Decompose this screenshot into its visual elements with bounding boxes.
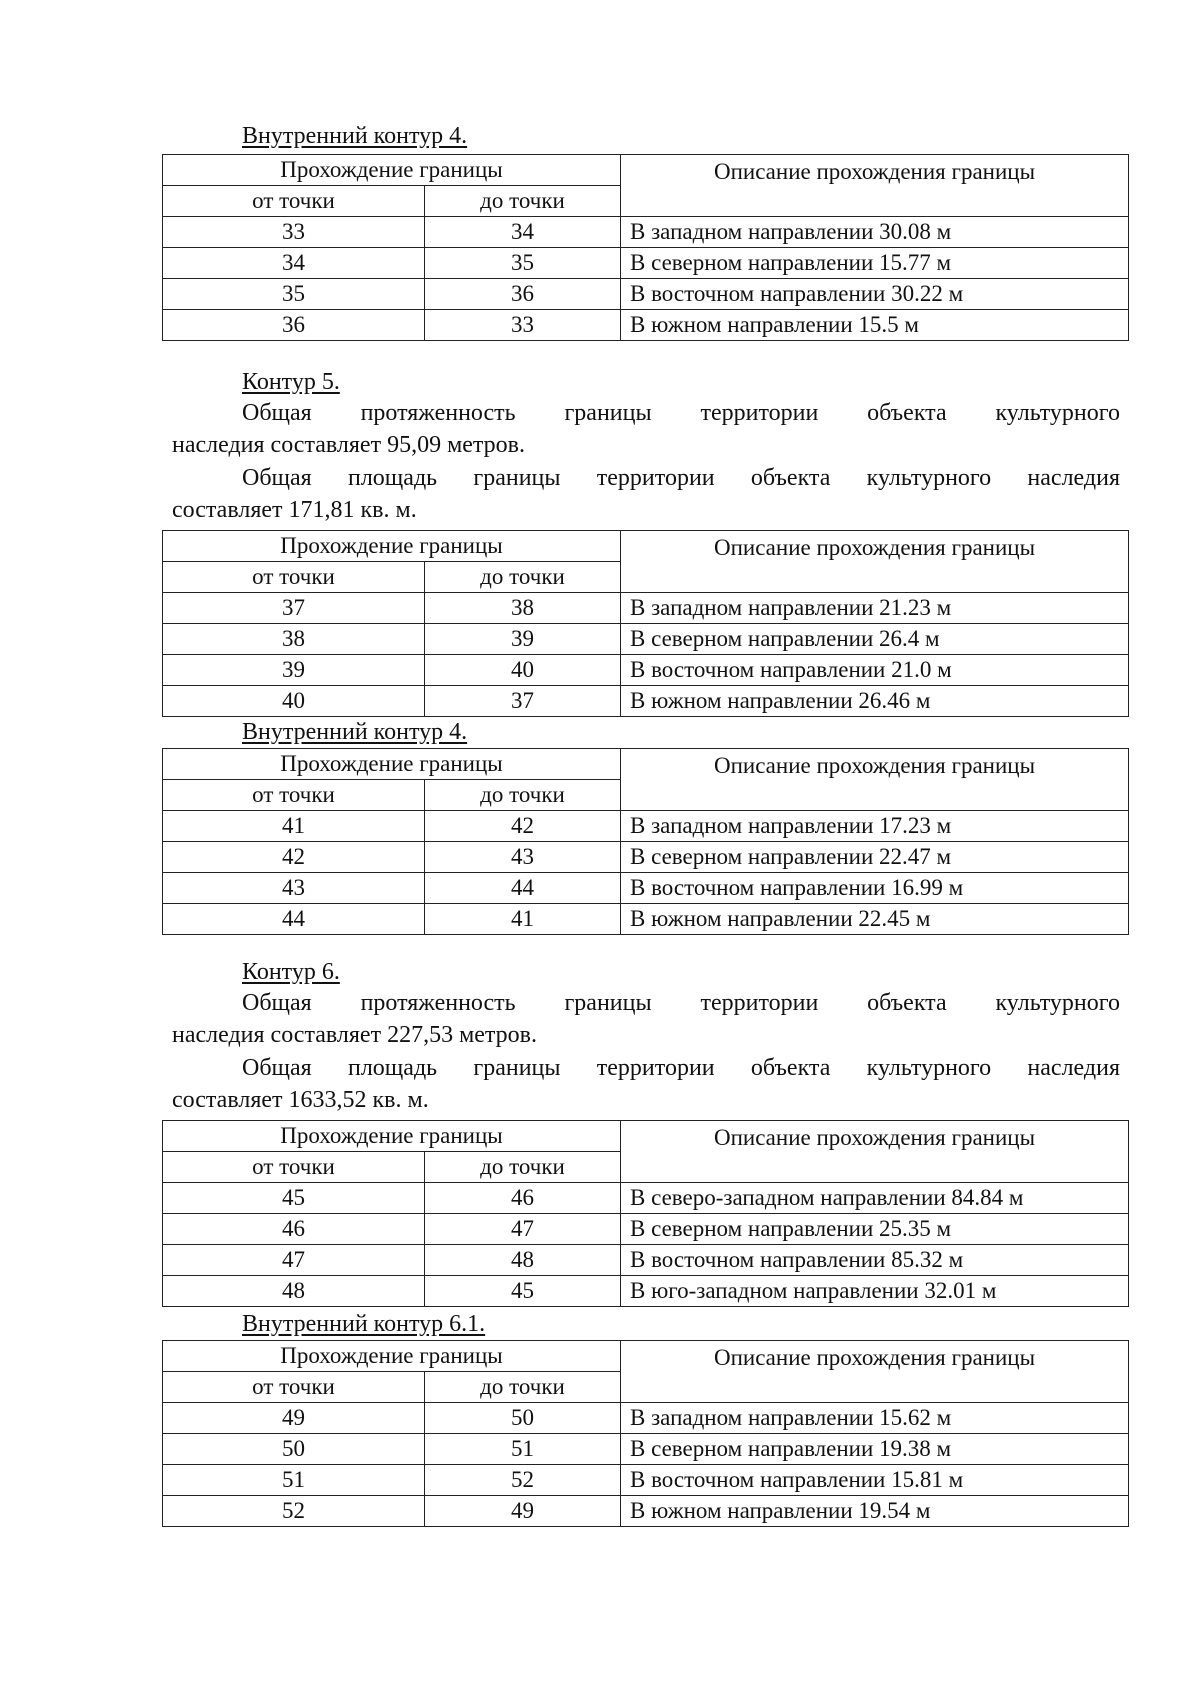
cell-to: 52 (425, 1465, 621, 1496)
header-from: от точки (163, 562, 425, 593)
table-row (163, 1496, 1129, 1527)
boundary-table (162, 748, 1129, 935)
header-to: до точки (425, 1152, 621, 1183)
header-from: от точки (163, 1372, 425, 1403)
paragraph-line: Общая площадь границы территории объекта культурного наследия (242, 1055, 1120, 1081)
cell-to: 35 (425, 248, 621, 279)
header-desc: Описание прохождения границы (621, 155, 1129, 217)
table-header-row (163, 749, 1129, 780)
cell-desc: В южном направлении 22.45 м (621, 904, 1129, 935)
cell-desc: В западном направлении 17.23 м (621, 811, 1129, 842)
table-row (163, 1245, 1129, 1276)
cell-to: 44 (425, 873, 621, 904)
cell-to: 50 (425, 1403, 621, 1434)
cell-desc: В южном направлении 19.54 м (621, 1496, 1129, 1527)
section-heading: Контур 6. (242, 959, 340, 985)
header-desc: Описание прохождения границы (621, 1121, 1129, 1183)
cell-from: 43 (163, 873, 425, 904)
paragraph-line: наследия составляет 95,09 метров. (172, 432, 526, 458)
table-row (163, 686, 1129, 717)
table-row (163, 310, 1129, 341)
cell-to: 43 (425, 842, 621, 873)
cell-desc: В восточном направлении 85.32 м (621, 1245, 1129, 1276)
header-from: от точки (163, 780, 425, 811)
table-header-row (163, 155, 1129, 186)
section-heading: Внутренний контур 4. (242, 123, 468, 149)
boundary-table (162, 530, 1129, 717)
cell-to: 48 (425, 1245, 621, 1276)
table-header-row (163, 1341, 1129, 1372)
cell-to: 46 (425, 1183, 621, 1214)
table-row (163, 1465, 1129, 1496)
cell-desc: В северном направлении 15.77 м (621, 248, 1129, 279)
table-row (163, 655, 1129, 686)
cell-from: 39 (163, 655, 425, 686)
header-to: до точки (425, 1372, 621, 1403)
cell-to: 37 (425, 686, 621, 717)
table-row (163, 624, 1129, 655)
header-desc: Описание прохождения границы (621, 531, 1129, 593)
cell-from: 40 (163, 686, 425, 717)
cell-desc: В восточном направлении 21.0 м (621, 655, 1129, 686)
table-header-row (163, 531, 1129, 562)
cell-from: 50 (163, 1434, 425, 1465)
cell-desc: В западном направлении 15.62 м (621, 1403, 1129, 1434)
cell-to: 39 (425, 624, 621, 655)
boundary-table (162, 1340, 1129, 1527)
header-from: от точки (163, 1152, 425, 1183)
cell-to: 51 (425, 1434, 621, 1465)
cell-to: 41 (425, 904, 621, 935)
header-to: до точки (425, 780, 621, 811)
table-row (163, 842, 1129, 873)
table-row (163, 1276, 1129, 1307)
cell-from: 49 (163, 1403, 425, 1434)
table-row (163, 1183, 1129, 1214)
cell-desc: В северо-западном направлении 84.84 м (621, 1183, 1129, 1214)
cell-desc: В восточном направлении 30.22 м (621, 279, 1129, 310)
cell-from: 35 (163, 279, 425, 310)
header-pass: Прохождение границы (163, 155, 621, 186)
cell-to: 33 (425, 310, 621, 341)
header-from: от точки (163, 186, 425, 217)
cell-to: 49 (425, 1496, 621, 1527)
table-row (163, 217, 1129, 248)
cell-desc: В южном направлении 26.46 м (621, 686, 1129, 717)
cell-to: 45 (425, 1276, 621, 1307)
cell-desc: В северном направлении 26.4 м (621, 624, 1129, 655)
cell-to: 34 (425, 217, 621, 248)
table-row (163, 873, 1129, 904)
header-to: до точки (425, 562, 621, 593)
cell-from: 47 (163, 1245, 425, 1276)
table-row (163, 279, 1129, 310)
cell-from: 51 (163, 1465, 425, 1496)
table-row (163, 593, 1129, 624)
cell-to: 42 (425, 811, 621, 842)
table-row (163, 1434, 1129, 1465)
cell-desc: В юго-западном направлении 32.01 м (621, 1276, 1129, 1307)
paragraph-area (172, 462, 1120, 526)
boundary-table (162, 1120, 1129, 1307)
paragraph-line: Общая протяженность границы территории объекта культурного (242, 990, 1120, 1016)
cell-to: 36 (425, 279, 621, 310)
cell-desc: В восточном направлении 15.81 м (621, 1465, 1129, 1496)
cell-desc: В западном направлении 21.23 м (621, 593, 1129, 624)
paragraph-line: Общая площадь границы территории объекта культурного наследия (242, 465, 1120, 491)
cell-from: 41 (163, 811, 425, 842)
section-heading: Контур 5. (242, 369, 340, 395)
header-pass: Прохождение границы (163, 749, 621, 780)
header-pass: Прохождение границы (163, 531, 621, 562)
section-heading: Внутренний контур 6.1. (242, 1311, 486, 1337)
cell-to: 40 (425, 655, 621, 686)
cell-from: 52 (163, 1496, 425, 1527)
header-desc: Описание прохождения границы (621, 1341, 1129, 1403)
cell-from: 36 (163, 310, 425, 341)
cell-desc: В северном направлении 19.38 м (621, 1434, 1129, 1465)
table-row (163, 1214, 1129, 1245)
header-pass: Прохождение границы (163, 1341, 621, 1372)
cell-from: 33 (163, 217, 425, 248)
cell-from: 34 (163, 248, 425, 279)
cell-from: 48 (163, 1276, 425, 1307)
paragraph-line: составляет 1633,52 кв. м. (172, 1087, 429, 1113)
cell-desc: В южном направлении 15.5 м (621, 310, 1129, 341)
table-row (163, 248, 1129, 279)
paragraph-length (172, 987, 1120, 1051)
cell-from: 42 (163, 842, 425, 873)
cell-from: 44 (163, 904, 425, 935)
header-pass: Прохождение границы (163, 1121, 621, 1152)
cell-from: 45 (163, 1183, 425, 1214)
cell-from: 37 (163, 593, 425, 624)
paragraph-line: наследия составляет 227,53 метров. (172, 1022, 538, 1048)
header-desc: Описание прохождения границы (621, 749, 1129, 811)
cell-desc: В северном направлении 22.47 м (621, 842, 1129, 873)
boundary-table (162, 154, 1129, 341)
paragraph-area (172, 1052, 1120, 1116)
table-row (163, 904, 1129, 935)
cell-from: 46 (163, 1214, 425, 1245)
paragraph-length (172, 397, 1120, 461)
header-to: до точки (425, 186, 621, 217)
cell-to: 47 (425, 1214, 621, 1245)
table-row (163, 1403, 1129, 1434)
table-header-row (163, 1121, 1129, 1152)
paragraph-line: составляет 171,81 кв. м. (172, 497, 417, 523)
cell-desc: В восточном направлении 16.99 м (621, 873, 1129, 904)
table-row (163, 811, 1129, 842)
cell-desc: В западном направлении 30.08 м (621, 217, 1129, 248)
paragraph-line: Общая протяженность границы территории объекта культурного (242, 400, 1120, 426)
cell-desc: В северном направлении 25.35 м (621, 1214, 1129, 1245)
cell-to: 38 (425, 593, 621, 624)
cell-from: 38 (163, 624, 425, 655)
section-heading: Внутренний контур 4. (242, 719, 468, 745)
